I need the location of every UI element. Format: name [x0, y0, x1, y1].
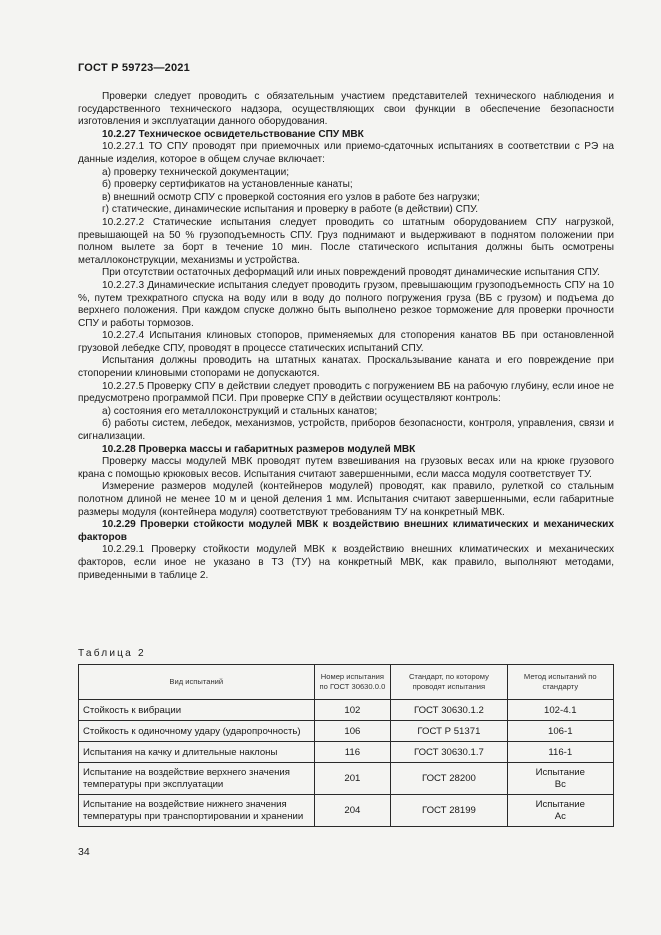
- cell-test-type: Стойкость к вибрации: [79, 700, 315, 721]
- tests-table: [78, 664, 614, 827]
- cell-method: 102-4.1: [507, 700, 613, 721]
- paragraph: 10.2.27.2 Статические испытания следует проводить со штатным оборудованием СПУ нагрузкой, превышающей на 50 % грузоподъемность СПУ. Груз поднимают и выдерживают в поднятом положении при полном вылете за борт в течение 10 мин. После статического испытания должны быть осмотрены металлоконструкции, механизмы и устройства.: [78, 216, 614, 266]
- paragraph: г) статические, динамические испытания и проверку в работе (в действии) СПУ.: [102, 204, 479, 216]
- cell-method: 116-1: [507, 742, 613, 763]
- cell-test-number: 106: [314, 721, 391, 742]
- cell-test-number: 116: [314, 742, 391, 763]
- page-number: 34: [78, 846, 90, 858]
- cell-test-type: Испытание на воздействие верхнего значения температуры при эксплуатации: [79, 763, 315, 795]
- paragraph: 10.2.27.5 Проверку СПУ в действии следует проводить с погружением ВБ на рабочую глубину, если иное не предусмотрено программой ПСИ. При проверке СПУ в действии осуществляют контроль:: [78, 380, 614, 405]
- table-row: [79, 742, 614, 763]
- paragraph: При отсутствии остаточных деформаций или иных повреждений проводят динамические испытания СПУ.: [102, 267, 600, 279]
- cell-test-type: Испытание на воздействие нижнего значения температуры при транспортировании и хранении: [79, 795, 315, 827]
- table-caption: Таблица 2: [78, 648, 146, 659]
- paragraph: б) работы систем, лебедок, механизмов, устройств, приборов безопасности, контроля, управления, связи и сигнализации.: [78, 418, 614, 443]
- cell-standard: ГОСТ 28199: [391, 795, 507, 827]
- cell-standard: ГОСТ Р 51371: [391, 721, 507, 742]
- paragraph: 10.2.27.1 ТО СПУ проводят при приемочных или приемо-сдаточных испытаниях в соответствии с РЭ на данные изделия, которое в общем случае включает:: [78, 141, 614, 165]
- cell-method: Испытание Вс: [507, 763, 613, 795]
- paragraph: Испытания должны проводить на штатных канатах. Проскальзывание каната и его повреждение при стопорении клиновыми стопорами не допускаются.: [78, 355, 614, 380]
- table-row: [79, 763, 614, 795]
- table-row: [79, 795, 614, 827]
- cell-test-type: Стойкость к одиночному удару (ударопрочность): [79, 721, 315, 742]
- cell-test-number: 204: [314, 795, 391, 827]
- section-heading: 10.2.29 Проверки стойкости модулей МВК к воздействию внешних климатических и механических факторов: [78, 519, 614, 543]
- paragraph: Проверку массы модулей МВК проводят путем взвешивания на грузовых весах или на крюке грузового крана с помощью крюковых весов. Испытания считают завершенными, если масса модуля соответствует ТУ.: [78, 456, 614, 480]
- paragraph: Измерение размеров модулей (контейнеров модулей) проводят, как правило, рулеткой со стальным полотном длиной не менее 10 м и ценой деления 1 мм. Испытания считают завершенными, если габаритные размеры модуля (контейнера модуля) соответствуют требованиям ТУ на конкретный МВК.: [78, 481, 614, 518]
- cell-standard: ГОСТ 30630.1.7: [391, 742, 507, 763]
- paragraph: б) проверку сертификатов на установленные канаты;: [102, 179, 353, 191]
- paragraph: а) проверку технической документации;: [102, 166, 290, 178]
- cell-standard: ГОСТ 30630.1.2: [391, 700, 507, 721]
- header-cell: Вид испытаний: [79, 665, 315, 700]
- paragraph: 10.2.29.1 Проверку стойкости модулей МВК к воздействию внешних климатических и механических факторов, если иное не указано в ТЗ (ТУ) на конкретный МВК, как правило, выполняют методами, приведенными в таблице 2.: [78, 544, 614, 581]
- cell-method: Испытание Ас: [507, 795, 613, 827]
- cell-test-type: Испытания на качку и длительные наклоны: [79, 742, 315, 763]
- table-header-row: [79, 665, 614, 700]
- header-cell: Метод испытаний по стандарту: [507, 665, 613, 700]
- cell-test-number: 201: [314, 763, 391, 795]
- cell-method: 106-1: [507, 721, 613, 742]
- table-row: [79, 721, 614, 742]
- section-heading: 10.2.27 Техническое освидетельствование СПУ МВК: [102, 128, 364, 140]
- paragraph: 10.2.27.4 Испытания клиновых стопоров, применяемых для стопорения канатов ВБ при остановленной грузовой лебедке СПУ, проводят в процессе статических испытаний СПУ.: [78, 330, 614, 354]
- cell-test-number: 102: [314, 700, 391, 721]
- paragraph: в) внешний осмотр СПУ с проверкой состояния его узлов в работе без нагрузки;: [102, 191, 480, 203]
- section-heading: 10.2.28 Проверка массы и габаритных размеров модулей МВК: [102, 443, 416, 455]
- cell-standard: ГОСТ 28200: [391, 763, 507, 795]
- header-cell: Номер испытания по ГОСТ 30630.0.0: [314, 665, 391, 700]
- paragraph: 10.2.27.3 Динамические испытания следует проводить грузом, превышающим грузоподъемность СПУ на 10 %, путем трехкратного спуска на воду или в воду до полного погружения груза (ВБ с грузом) и подъема до верхнего положения. При каждом спуске должно быть выполнено резкое торможение для проверки прочности СПУ и работы тормозов.: [78, 279, 614, 329]
- body-text: [78, 91, 614, 582]
- header-cell: Стандарт, по которому проводят испытания: [391, 665, 507, 700]
- paragraph: Проверки следует проводить с обязательным участием представителей технического наблюдения и государственного технического надзора, осуществляющих свои функции в обеспечение безопасности изготовления и эксплуатации данного оборудования.: [78, 91, 614, 128]
- document-header: ГОСТ Р 59723—2021: [78, 62, 190, 74]
- table-row: [79, 700, 614, 721]
- paragraph: а) состояния его металлоконструкций и стальных канатов;: [102, 405, 378, 417]
